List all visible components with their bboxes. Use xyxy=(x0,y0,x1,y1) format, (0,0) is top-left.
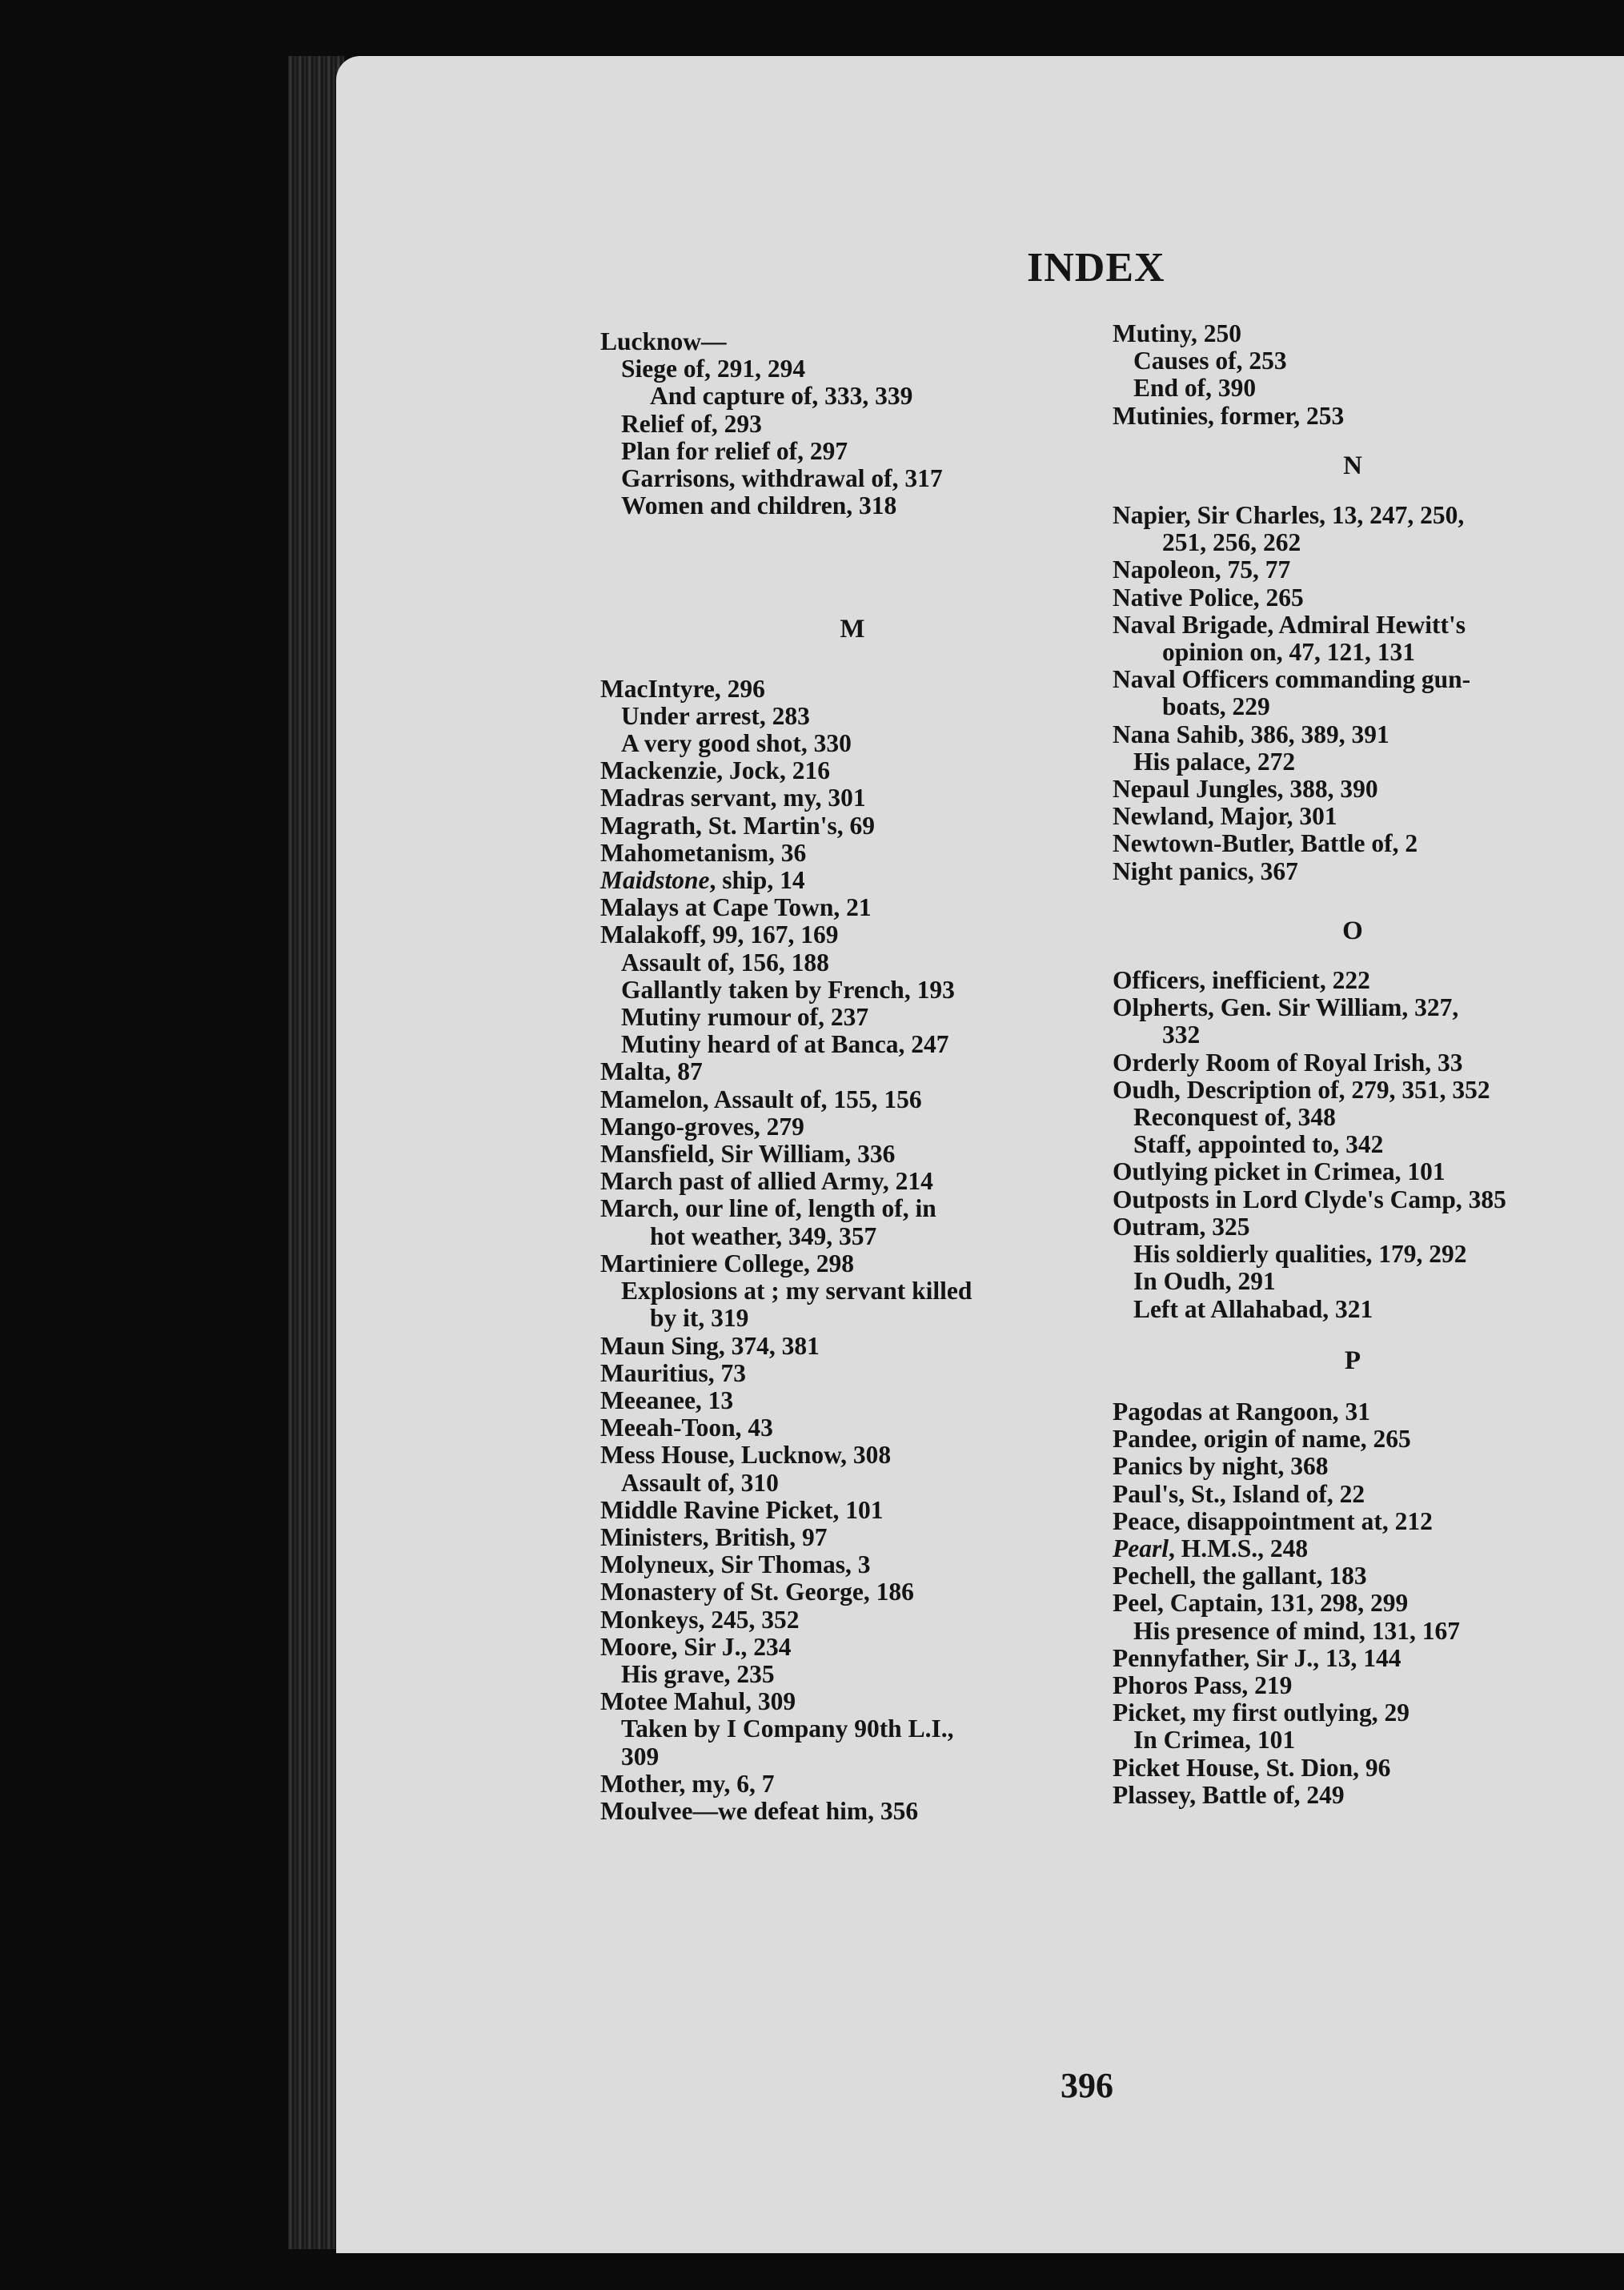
index-entry: Picket, my first outlying, 29 xyxy=(1113,1698,1409,1727)
index-entry: Mango-groves, 279 xyxy=(600,1112,804,1141)
spacer xyxy=(600,644,1105,676)
index-entry: Maun Sing, 374, 381 xyxy=(600,1331,820,1360)
index-entry: Newland, Major, 301 xyxy=(1113,802,1337,831)
index-subentry: Left at Allahabad, 321 xyxy=(1133,1294,1373,1323)
index-entry: Pennyfather, Sir J., 13, 144 xyxy=(1113,1643,1401,1672)
index-entry: Maidstone, ship, 14 xyxy=(600,866,805,895)
index-entry: Moulvee—we defeat him, 356 xyxy=(600,1796,919,1825)
index-subentry: Reconquest of, 348 xyxy=(1133,1103,1336,1132)
index-entry: Magrath, St. Martin's, 69 xyxy=(600,811,875,840)
index-entry: Malakoff, 99, 167, 169 xyxy=(600,920,839,949)
index-subentry: Mutiny rumour of, 237 xyxy=(621,1003,869,1032)
index-entry: Moore, Sir J., 234 xyxy=(600,1632,792,1661)
index-entry: Meeah-Toon, 43 xyxy=(600,1414,773,1442)
index-subentry: In Oudh, 291 xyxy=(1133,1267,1276,1296)
index-entry: Meeanee, 13 xyxy=(600,1386,734,1414)
index-entry: Monastery of St. George, 186 xyxy=(600,1578,914,1606)
index-entry: Napier, Sir Charles, 13, 247, 250, xyxy=(1113,501,1465,530)
index-entry: Pagodas at Rangoon, 31 xyxy=(1113,1397,1371,1426)
spacer xyxy=(1113,1323,1593,1347)
index-subentry: Assault of, 310 xyxy=(621,1468,779,1497)
index-entry: Mamelon, Assault of, 155, 156 xyxy=(600,1085,922,1113)
index-subentry: Relief of, 293 xyxy=(621,409,762,438)
index-subentry: Causes of, 253 xyxy=(1133,347,1287,375)
index-entry: Plassey, Battle of, 249 xyxy=(1113,1780,1345,1809)
index-subentry: 332 xyxy=(1162,1021,1201,1049)
index-entry: Oudh, Description of, 279, 351, 352 xyxy=(1113,1075,1490,1104)
index-entry: Officers, inefficient, 222 xyxy=(1113,966,1370,995)
index-subentry: His grave, 235 xyxy=(621,1659,775,1688)
index-entry: March, our line of, length of, in xyxy=(600,1194,936,1223)
index-entry: Middle Ravine Picket, 101 xyxy=(600,1495,884,1524)
index-subentry: In Crimea, 101 xyxy=(1133,1726,1296,1755)
index-subentry: Explosions at ; my servant killed xyxy=(621,1277,972,1305)
index-entry: Mahometanism, 36 xyxy=(600,838,807,867)
index-subentry: Plan for relief of, 297 xyxy=(621,436,848,465)
index-entry: Pearl, H.M.S., 248 xyxy=(1113,1534,1309,1562)
index-subentry: His soldierly qualities, 179, 292 xyxy=(1133,1240,1467,1269)
index-subentry: End of, 390 xyxy=(1133,374,1257,403)
index-subentry: opinion on, 47, 121, 131 xyxy=(1162,638,1415,667)
index-subentry: His palace, 272 xyxy=(1133,747,1296,776)
index-entry: Mother, my, 6, 7 xyxy=(600,1769,775,1798)
index-entry: Nana Sahib, 386, 389, 391 xyxy=(1113,720,1389,748)
page-number: 396 xyxy=(1061,2066,1113,2105)
index-subentry: 309 xyxy=(621,1742,660,1771)
index-entry: Olpherts, Gen. Sir William, 327, xyxy=(1113,993,1459,1022)
spacer xyxy=(1113,430,1593,452)
index-entry: Molyneux, Sir Thomas, 3 xyxy=(600,1550,871,1579)
index-entry: Mauritius, 73 xyxy=(600,1358,747,1387)
index-entry: Naval Brigade, Admiral Hewitt's xyxy=(1113,610,1466,639)
index-column-right xyxy=(1113,320,1593,1809)
index-entry: Night panics, 367 xyxy=(1113,856,1298,885)
index-subentry: Under arrest, 283 xyxy=(621,701,810,730)
spacer xyxy=(1113,479,1593,502)
index-subentry: hot weather, 349, 357 xyxy=(650,1221,877,1250)
index-entry: Nepaul Jungles, 388, 390 xyxy=(1113,775,1378,804)
section-letter: P xyxy=(1344,1346,1361,1375)
index-subentry: His presence of mind, 131, 167 xyxy=(1133,1616,1461,1645)
index-subentry: Garrisons, withdrawal of, 317 xyxy=(621,464,943,493)
index-entry: Motee Mahul, 309 xyxy=(600,1687,796,1716)
spacer xyxy=(1113,1374,1593,1398)
index-entry: MacIntyre, 296 xyxy=(600,674,765,703)
index-entry: Peel, Captain, 131, 298, 299 xyxy=(1113,1589,1409,1618)
index-subentry: Assault of, 156, 188 xyxy=(621,948,829,977)
index-subentry: boats, 229 xyxy=(1162,692,1270,721)
index-subentry: A very good shot, 330 xyxy=(621,729,852,758)
index-entry: Pechell, the gallant, 183 xyxy=(1113,1562,1367,1590)
index-entry: Mess House, Lucknow, 308 xyxy=(600,1441,892,1470)
spacer xyxy=(1113,885,1593,917)
index-subentry: Siege of, 291, 294 xyxy=(621,355,806,383)
index-entry: March past of allied Army, 214 xyxy=(600,1167,933,1196)
index-subentry: by it, 319 xyxy=(650,1304,749,1333)
index-entry: Mackenzie, Jock, 216 xyxy=(600,756,830,785)
index-entry: Mutiny, 250 xyxy=(1113,319,1242,347)
index-subentry: Mutiny heard of at Banca, 247 xyxy=(621,1030,949,1059)
index-entry: Martiniere College, 298 xyxy=(600,1249,854,1277)
index-entry: Native Police, 265 xyxy=(1113,583,1304,612)
index-entry: Napoleon, 75, 77 xyxy=(1113,555,1291,584)
page-heading: INDEX xyxy=(1027,245,1165,291)
index-entry: Malta, 87 xyxy=(600,1057,703,1086)
index-subentry: Staff, appointed to, 342 xyxy=(1133,1130,1384,1159)
section-letter: O xyxy=(1342,916,1363,945)
index-subentry: 251, 256, 262 xyxy=(1162,528,1301,557)
index-entry: Monkeys, 245, 352 xyxy=(600,1605,800,1634)
index-entry: Paul's, St., Island of, 22 xyxy=(1113,1479,1365,1508)
index-entry: Mansfield, Sir William, 336 xyxy=(600,1140,896,1169)
index-entry: Pandee, origin of name, 265 xyxy=(1113,1425,1411,1454)
index-entry: Naval Officers commanding gun- xyxy=(1113,665,1471,694)
section-letter: M xyxy=(840,615,865,644)
spacer xyxy=(600,519,1105,616)
index-entry: Madras servant, my, 301 xyxy=(600,784,866,812)
index-entry: Mutinies, former, 253 xyxy=(1113,401,1345,430)
spacer xyxy=(1113,944,1593,967)
index-subentry: Women and children, 318 xyxy=(621,491,897,520)
index-entry: Orderly Room of Royal Irish, 33 xyxy=(1113,1048,1463,1077)
index-entry: Outram, 325 xyxy=(1113,1212,1250,1241)
index-column-left xyxy=(600,328,1105,1825)
index-entry: Picket House, St. Dion, 96 xyxy=(1113,1753,1391,1782)
index-entry: Malays at Cape Town, 21 xyxy=(600,893,872,922)
index-entry: Panics by night, 368 xyxy=(1113,1452,1329,1481)
index-entry: Outposts in Lord Clyde's Camp, 385 xyxy=(1113,1185,1506,1213)
index-entry: Ministers, British, 97 xyxy=(600,1522,828,1551)
index-subentry: Gallantly taken by French, 193 xyxy=(621,975,955,1004)
index-entry: Peace, disappointment at, 212 xyxy=(1113,1506,1433,1535)
index-entry: Phoros Pass, 219 xyxy=(1113,1670,1293,1699)
index-subentry: Taken by I Company 90th L.I., xyxy=(621,1714,954,1743)
index-entry: Outlying picket in Crimea, 101 xyxy=(1113,1157,1446,1186)
index-entry: Newtown-Butler, Battle of, 2 xyxy=(1113,829,1418,858)
section-letter: N xyxy=(1343,451,1362,480)
index-entry: Lucknow— xyxy=(600,327,727,355)
index-subentry: And capture of, 333, 339 xyxy=(650,382,913,411)
